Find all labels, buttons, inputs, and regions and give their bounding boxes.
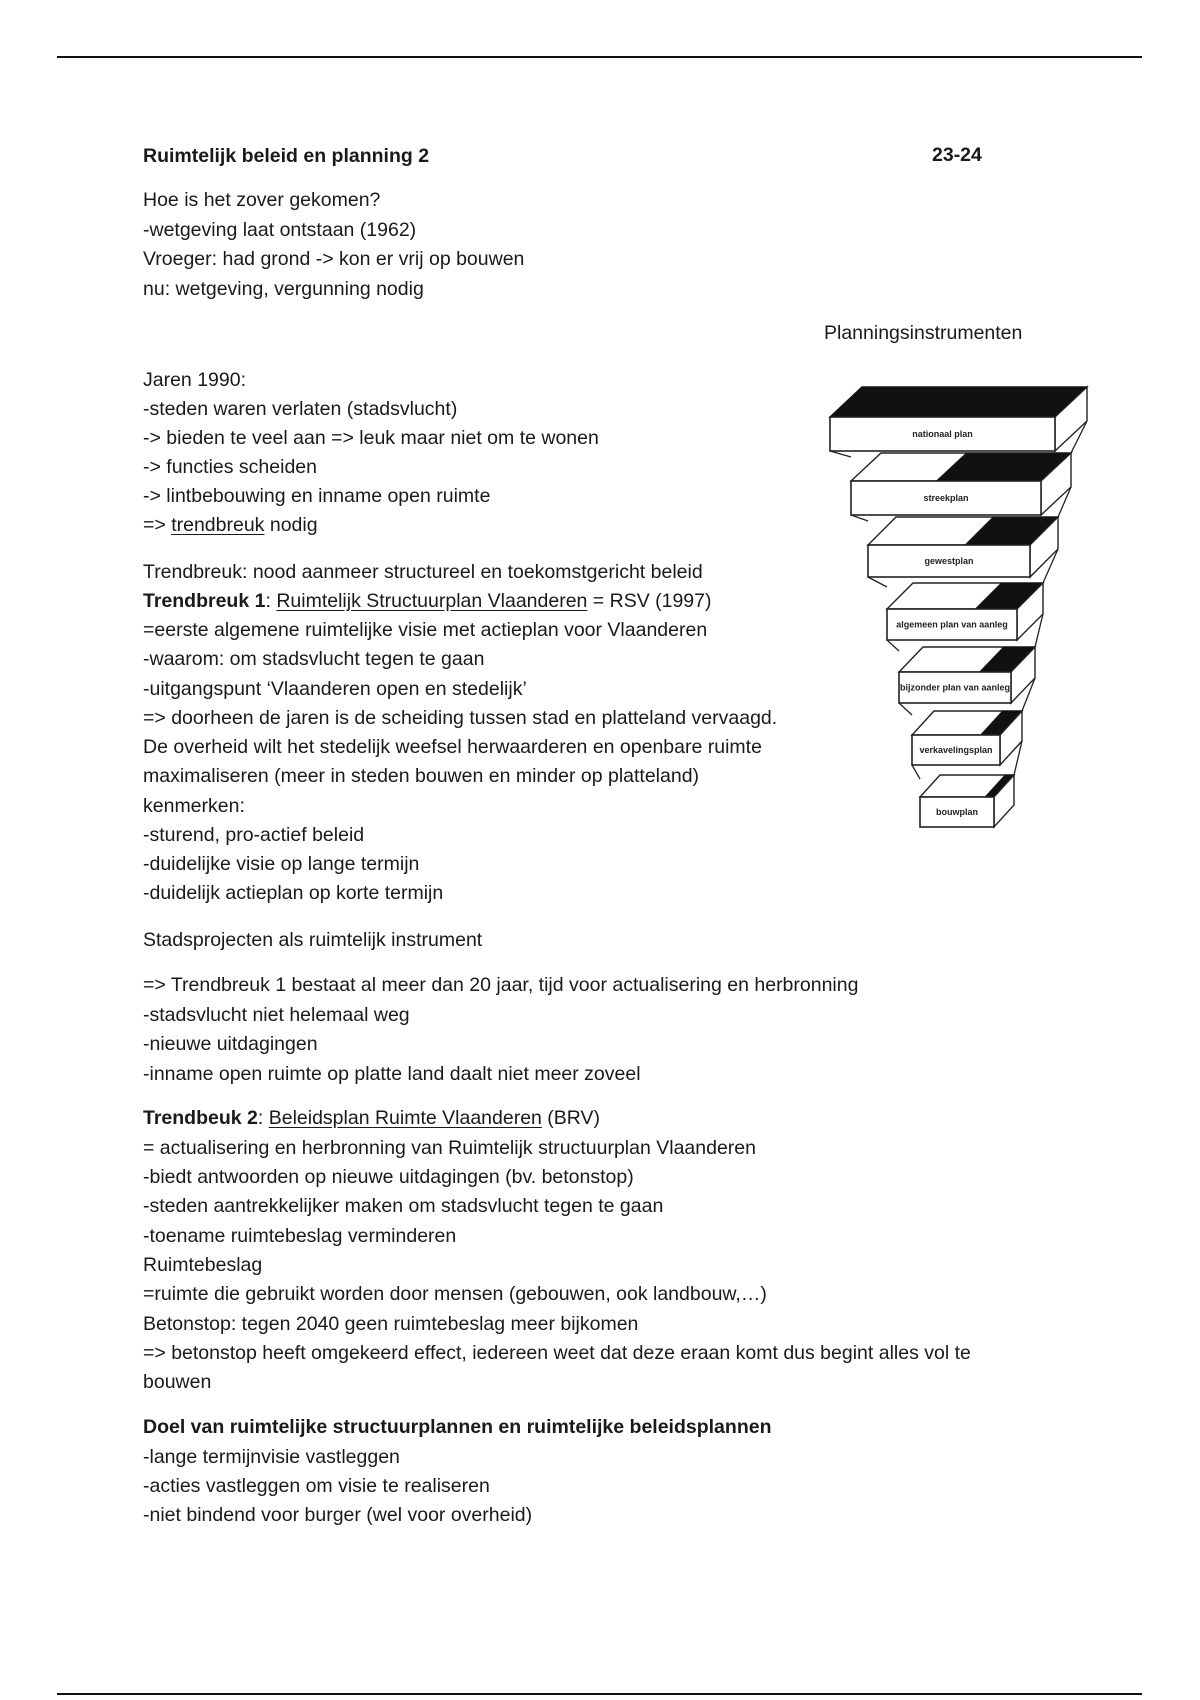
intro-question: Hoe is het zover gekomen? xyxy=(143,189,381,211)
trend1-line: -duidelijke visie op lange termijn xyxy=(143,853,420,875)
pyramid-level-label: algemeen plan van aanleg xyxy=(896,619,1008,630)
jaren-line: -> functies scheiden xyxy=(143,456,317,478)
trend2-line: = actualisering en herbronning van Ruimtelijk structuurplan Vlaanderen xyxy=(143,1137,756,1159)
intro-line: -wetgeving laat ontstaan (1962) xyxy=(143,219,417,241)
trend1-line: => doorheen de jaren is de scheiding tussen stad en platteland vervaagd. xyxy=(143,707,778,729)
intro-line: nu: wetgeving, vergunning nodig xyxy=(143,278,424,300)
jaren-line: -> bieden te veel aan => leuk maar niet om te wonen xyxy=(143,427,599,449)
pyramid-level-label: streekplan xyxy=(923,493,969,503)
document-title: Ruimtelijk beleid en planning 2 xyxy=(143,145,430,167)
jaren-line: => trendbreuk nodig xyxy=(143,514,318,536)
pyramid-level-label: bouwplan xyxy=(936,807,978,817)
pyramid-connector xyxy=(851,515,868,521)
trend2-line: -biedt antwoorden op nieuwe uitdagingen (bv. betonstop) xyxy=(143,1166,634,1188)
diagram-title: Planningsinstrumenten xyxy=(824,322,1023,344)
trend1-line: kenmerken: xyxy=(143,795,245,817)
pyramid-shaded-area xyxy=(830,387,1087,417)
bottom-rule xyxy=(57,1693,1142,1695)
trend1-line: -waarom: om stadsvlucht tegen te gaan xyxy=(143,648,485,670)
trend1-intro: Trendbreuk: nood aanmeer structureel en toekomstgericht beleid xyxy=(143,561,703,583)
pyramid-connector xyxy=(830,451,851,457)
pyramid-connector xyxy=(887,640,899,651)
pyramid-connector xyxy=(868,577,887,587)
pyramid-connector xyxy=(899,703,912,715)
trend1-line: =eerste algemene ruimtelijke visie met actieplan voor Vlaanderen xyxy=(143,619,708,641)
pyramid-level-label: nationaal plan xyxy=(912,429,973,439)
academic-year: 23-24 xyxy=(932,144,982,166)
doel-heading: Doel van ruimtelijke structuurplannen en ruimtelijke beleidsplannen xyxy=(143,1416,772,1438)
pyramid-svg xyxy=(825,372,1165,842)
trend1-heading: Trendbreuk 1: Ruimtelijk Structuurplan Vlaanderen = RSV (1997) xyxy=(143,590,712,612)
trend1-line: De overheid wilt het stedelijk weefsel herwaarderen en openbare ruimte xyxy=(143,736,762,758)
trend1-line: maximaliseren (meer in steden bouwen en minder op platteland) xyxy=(143,765,700,787)
trend2-line: bouwen xyxy=(143,1371,212,1393)
trend2-line: => betonstop heeft omgekeerd effect, iedereen weet dat deze eraan komt dus begint alles vol te xyxy=(143,1342,971,1364)
doel-line: -lange termijnvisie vastleggen xyxy=(143,1446,400,1468)
actual-line: -stadsvlucht niet helemaal weg xyxy=(143,1004,410,1026)
actual-line: -nieuwe uitdagingen xyxy=(143,1033,318,1055)
planning-instruments-diagram xyxy=(825,372,1165,842)
trend2-line: =ruimte die gebruikt worden door mensen (gebouwen, ook landbouw,…) xyxy=(143,1283,767,1305)
doel-line: -niet bindend voor burger (wel voor overheid) xyxy=(143,1504,533,1526)
jaren-line: -> lintbebouwing en inname open ruimte xyxy=(143,485,491,507)
trend2-line: -toename ruimtebeslag verminderen xyxy=(143,1225,457,1247)
trend2-line: Betonstop: tegen 2040 geen ruimtebeslag meer bijkomen xyxy=(143,1313,639,1335)
jaren-heading: Jaren 1990: xyxy=(143,369,246,391)
trendbreuk-link-text: trendbreuk xyxy=(171,514,265,536)
pyramid-level-label: bijzonder plan van aanleg xyxy=(899,682,1011,693)
stadsprojecten-line: Stadsprojecten als ruimtelijk instrument xyxy=(143,929,483,951)
trend2-line: Ruimtebeslag xyxy=(143,1254,263,1276)
trend2-heading: Trendbeuk 2: Beleidsplan Ruimte Vlaanderen (BRV) xyxy=(143,1107,601,1129)
trend1-line: -sturend, pro-actief beleid xyxy=(143,824,365,846)
actual-line: -inname open ruimte op platte land daalt niet meer zoveel xyxy=(143,1063,641,1085)
pyramid-connector xyxy=(912,765,920,779)
trend2-line: -steden aantrekkelijker maken om stadsvlucht tegen te gaan xyxy=(143,1195,664,1217)
trend1-line: -uitgangspunt ‘Vlaanderen open en stedelijk’ xyxy=(143,678,527,700)
jaren-line: -steden waren verlaten (stadsvlucht) xyxy=(143,398,458,420)
intro-line: Vroeger: had grond -> kon er vrij op bouwen xyxy=(143,248,525,270)
top-rule xyxy=(57,56,1142,58)
pyramid-level-label: gewestplan xyxy=(924,556,974,566)
actual-line: => Trendbreuk 1 bestaat al meer dan 20 jaar, tijd voor actualisering en herbronning xyxy=(143,974,859,996)
pyramid-level-label: verkavelingsplan xyxy=(919,745,993,755)
trend1-line: -duidelijk actieplan op korte termijn xyxy=(143,882,444,904)
doel-line: -acties vastleggen om visie te realiseren xyxy=(143,1475,490,1497)
